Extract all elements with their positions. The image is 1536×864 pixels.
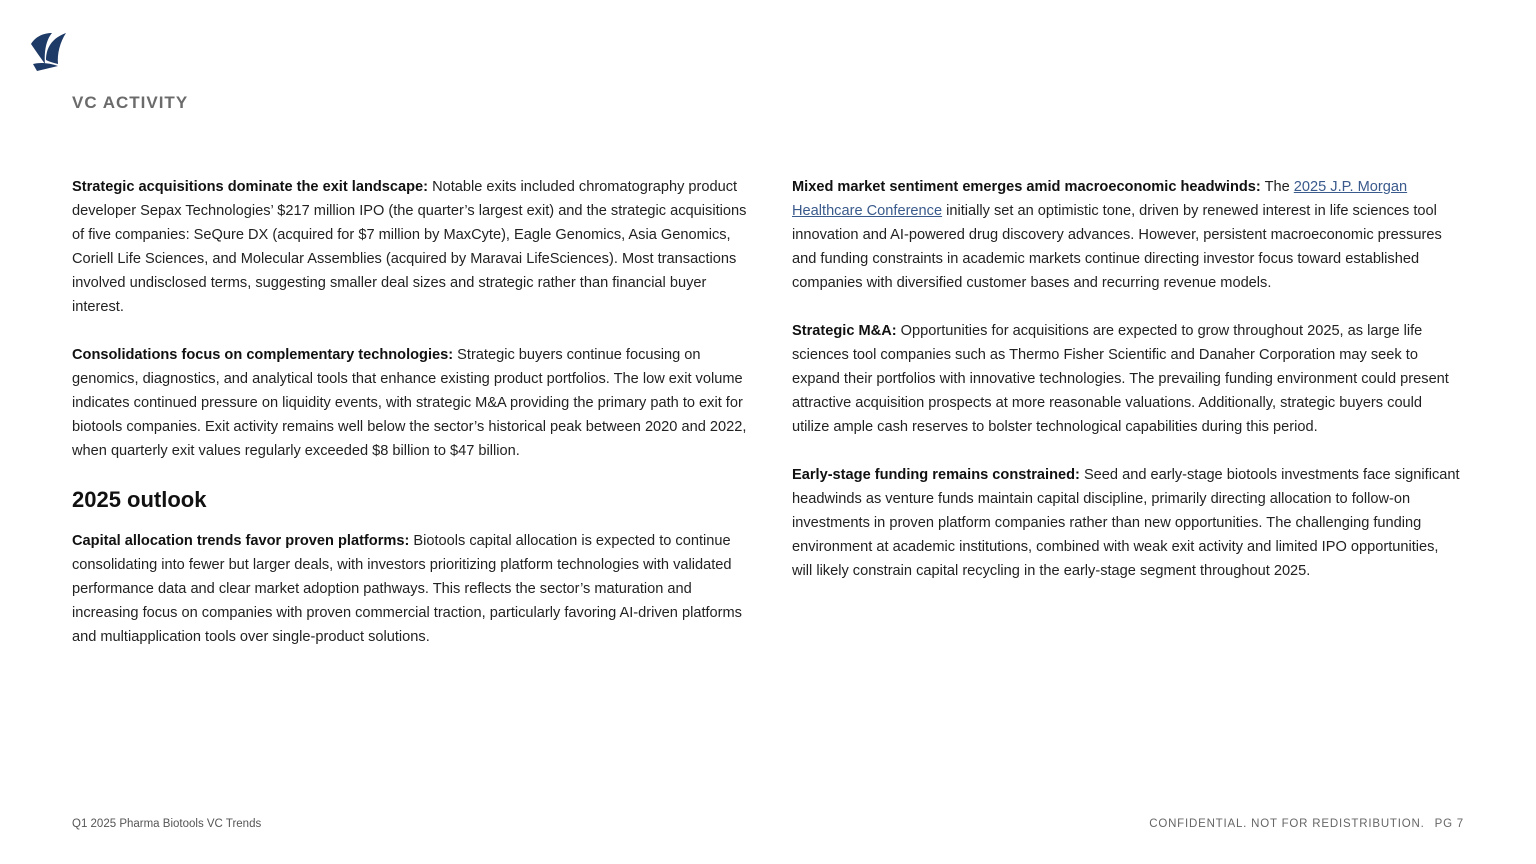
sail-logo-icon	[28, 30, 68, 72]
paragraph-text: Opportunities for acquisitions are expected to grow throughout 2025, as large life sciences tool companies such as Thermo Fisher Scientific and Danaher Corporation may seek to expand their portfolios with innovative technologies. The prevailing funding environment could present attractive acquisition prospects at more reasonable valuations. Additionally, strategic buyers could utilize ample cash reserves to bolster technological capabilities during this period.	[792, 323, 1449, 435]
paragraph-heading: Capital allocation trends favor proven platforms:	[72, 533, 410, 549]
confidential-notice: CONFIDENTIAL. NOT FOR REDISTRIBUTION.	[1149, 818, 1425, 830]
jp-morgan-conference-link[interactable]: 2025 J.P. Morgan Healthcare Conference	[792, 179, 1408, 219]
paragraph-text: Seed and early-stage biotools investments face significant headwinds as venture funds maintain capital discipline, primarily directing allocation to follow-on investments in proven platform companies rather than new opportunities. The challenging funding environment at academic institutions, combined with weak exit activity and limited IPO opportunities, will likely constrain capital recycling in the early-stage segment throughout 2025.	[792, 467, 1460, 579]
paragraph-text: Notable exits included chromatography product developer Sepax Technologies’ $217 million IPO (the quarter’s largest exit) and the strategic acquisitions of five companies: SeQure DX (acquired for $7 million by MaxCyte), Eagle Genomics, Asia Genomics, Coriell Life Sciences, and Molecular Assemblies (acquired by Maravai LifeSciences). Most transactions involved undisclosed terms, suggesting smaller deal sizes and strategic rather than financial buyer interest.	[72, 179, 747, 315]
paragraph-text: The	[1260, 179, 1294, 195]
outlook-heading: 2025 outlook	[72, 487, 207, 512]
paragraph-heading: Early-stage funding remains constrained:	[792, 467, 1080, 483]
paragraph-text: initially set an optimistic tone, driven by renewed interest in life sciences tool innovation and AI-powered drug discovery advances. However, persistent macroeconomic pressures and funding constraints in academic markets continue directing investor focus toward established companies with diversified customer bases and recurring revenue models.	[792, 203, 1442, 291]
left-column	[72, 175, 748, 673]
paragraph-heading: Strategic M&A:	[792, 323, 897, 339]
paragraph-capital-allocation	[72, 529, 748, 649]
paragraph-heading: Mixed market sentiment emerges amid macroeconomic headwinds:	[792, 179, 1261, 195]
paragraph-text: Biotools capital allocation is expected to continue consolidating into fewer but larger deals, with investors prioritizing platform technologies with validated performance data and clear market adoption pathways. This reflects the sector’s maturation and increasing focus on companies with proven commercial traction, particularly favoring AI-driven platforms and multiapplication tools over single-product solutions.	[72, 533, 742, 645]
paragraph-text: Strategic buyers continue focusing on genomics, diagnostics, and analytical tools that enhance existing product portfolios. The low exit volume indicates continued pressure on liquidity events, with strategic M&A providing the primary path to exit for biotools companies. Exit activity remains well below the sector’s historical peak between 2020 and 2022, when quarterly exit values regularly exceeded $8 billion to $47 billion.	[72, 347, 747, 459]
paragraph-heading: Strategic acquisitions dominate the exit landscape:	[72, 179, 429, 195]
section-label: VC ACTIVITY	[72, 93, 189, 112]
footer-right	[1149, 818, 1464, 830]
paragraph-market-sentiment	[792, 175, 1460, 295]
right-column	[792, 175, 1460, 607]
paragraph-early-stage-funding	[792, 463, 1460, 583]
paragraph-strategic-acquisitions	[72, 175, 748, 319]
paragraph-consolidations	[72, 343, 748, 463]
page-number: PG 7	[1434, 818, 1464, 830]
paragraph-heading: Consolidations focus on complementary technologies:	[72, 347, 454, 363]
paragraph-strategic-ma	[792, 319, 1460, 439]
footer-report-title: Q1 2025 Pharma Biotools VC Trends	[72, 818, 262, 830]
